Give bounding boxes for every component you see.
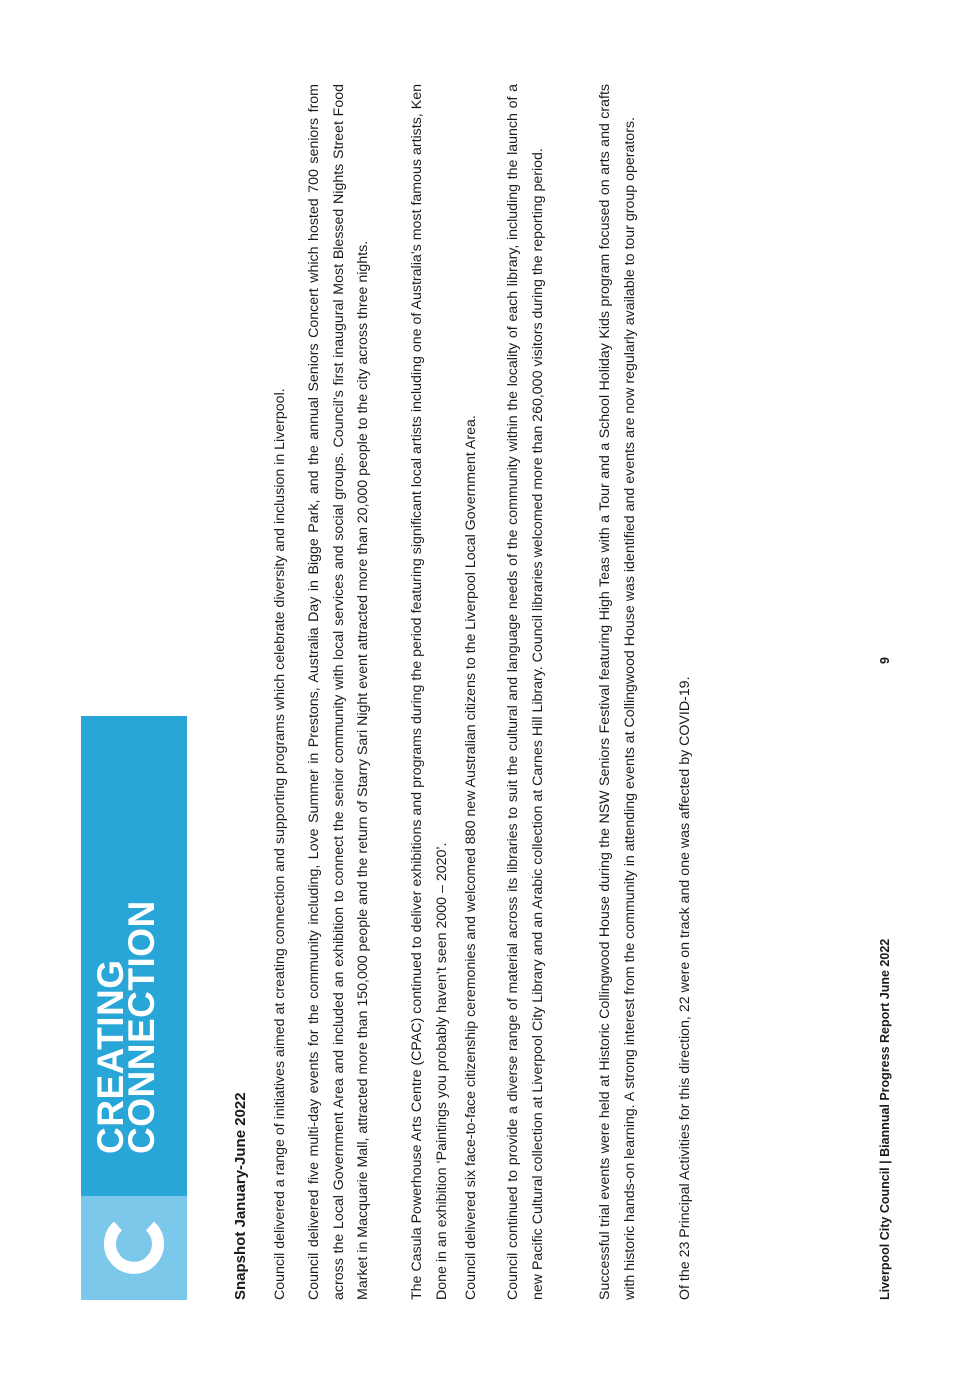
paragraph-principal-activities: Of the 23 Principal Activities for this direction, 22 were on track and one was affected by COVID-19. <box>677 676 693 1300</box>
footer-report-title: Liverpool City Council | Biannual Progress Report June 2022 <box>878 938 892 1300</box>
paragraph-collingwood: Successful trial events were held at Historic Collingwood House during the NSW Seniors Festival featuring High Teas with a Tour and a School Holiday Kids program focused on arts and crafts with historic hands-on learning. A strong interest from the community in attending events at Collingwood House was identified and events are now regularly available to tour group operators. <box>597 84 638 1300</box>
banner-title <box>90 900 162 1154</box>
banner-title-line2: CONNECTION <box>121 900 162 1154</box>
section-heading: Snapshot January-June 2022 <box>232 1092 249 1300</box>
paragraph-citizenship: Council delivered six face-to-face citizenship ceremonies and welcomed 880 new Australian citizens to the Liverpool Local Government Area. <box>463 415 479 1300</box>
section-banner <box>81 716 187 1300</box>
footer-page-number: 9 <box>878 657 892 664</box>
paragraph-intro: Council delivered a range of initiatives aimed at creating connection and supporting programs which celebrate diversity and inclusion in Liverpool. <box>272 388 288 1300</box>
paragraph-libraries: Council continued to provide a diverse range of material across its libraries to suit the cultural and language needs of the community within the locality of each library, including the launch of a new Pacific Cultural collection at Liverpool City Library and an Arabic collection at Carnes Hill Library. Council libraries welcomed more than 260,000 visitors during the reporting period. <box>505 84 546 1300</box>
paragraph-events: Council delivered five multi-day events for the community including, Love Summer in Prestons, Australia Day in Bigge Park, and the annual Seniors Concert which hosted 700 seniors from across the Local Government Area and included an exhibition to connect the senior community with local services and social groups. Council’s first inaugural Most Blessed Nights Street Food Market in Macquarie Mall, attracted more than 150,000 people and the return of Starry Sari Night event attracted more than 20,000 people to the city across three nights. <box>306 84 371 1300</box>
banner-logo-panel <box>81 1196 187 1300</box>
paragraph-cpac: The Casula Powerhouse Arts Centre (CPAC) continued to deliver exhibitions and programs during the period featuring significant local artists including one of Australia’s most famous artists, Ken Done in an exhibition ‘Paintings you probably haven’t seen 2000 – 2020’. <box>409 84 450 1300</box>
c-logo-icon <box>104 1216 164 1274</box>
banner-title-line1: CREATING <box>90 959 131 1154</box>
